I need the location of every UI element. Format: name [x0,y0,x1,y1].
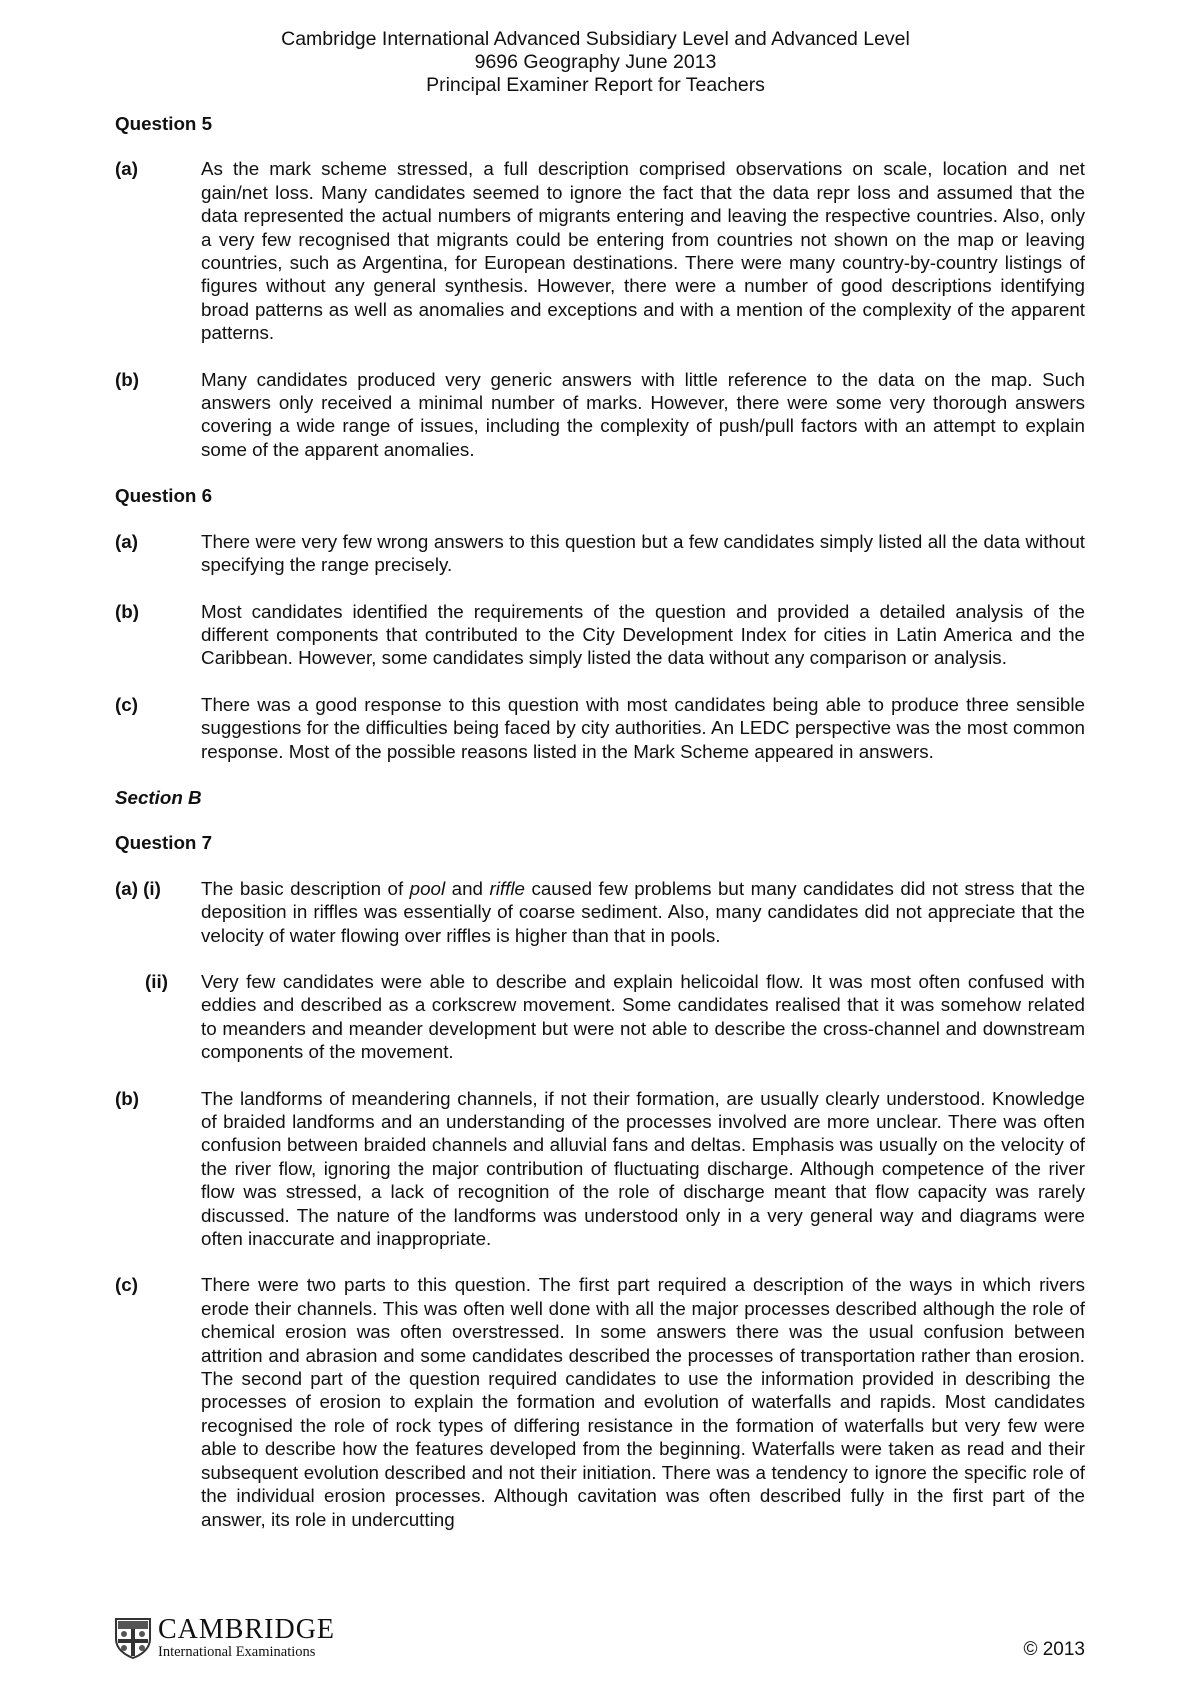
question-7-title: Question 7 [115,832,213,854]
question-6c [115,693,1085,763]
item-label: (c) [115,693,138,715]
logo-main: CAMBRIDGE [158,1614,336,1645]
term-pool: pool [409,877,446,899]
item-text: As the mark scheme stressed, a full description comprised observations on scale, location and net gain/net loss. Many candidates seemed to ignore the fact that the data repr loss and assumed that the data represented the actual numbers of migrants entering and leaving the respective countries. Also, only a very few recognised that migrants could be entering from countries not shown on the map or leaving countries, such as Argentina, for European destinations. There were many country-by-country listings of figures without any general synthesis. However, there were a number of good descriptions identifying broad patterns as well as anomalies and exceptions and with a mention of the complexity of the apparent patterns. [201,158,1085,344]
item-text: There were very few wrong answers to this question but a few candidates simply listed all the data without specifying the range precisely. [201,530,1085,576]
item-label: (b) [115,600,139,622]
item-text: There was a good response to this question with most candidates being able to produce three sensible suggestions for the difficulties being faced by city authorities. An LEDC perspective was the most common response. Most of the possible reasons listed in the Mark Scheme appeared in answers. [201,693,1085,762]
question-6a [115,530,1085,577]
question-6-title: Question 6 [115,485,213,507]
item-label: (ii) [145,970,168,992]
logo-text [158,1616,335,1660]
item-label: (c) [115,1274,138,1296]
question-5b [115,368,1085,462]
question-7c [115,1273,1085,1530]
section-b-title: Section B [115,786,202,808]
item-text [201,877,1085,947]
text-part: The basic description of [201,877,410,899]
item-text: Very few candidates were able to describe and explain helicoidal flow. It was most often confused with eddies and described as a corkscrew movement. Some candidates realised that it was somehow related to meanders and meander development but were not able to describe the cross-channel and downstream components of the movement. [201,970,1085,1063]
question-7a-i [115,877,1085,947]
item-text: Most candidates identified the requirements of the question and provided a detailed analysis of the different components that contributed to the City Development Index for cities in Latin America and the Caribbean. However, some candidates simply listed the data without any comparison or analysis. [201,600,1085,669]
cambridge-logo [114,1616,335,1660]
question-7b [115,1087,1085,1251]
header-line-1: Cambridge International Advanced Subsidiary Level and Advanced Level [281,28,910,50]
item-text: There were two parts to this question. The first part required a description of the ways in which rivers erode their channels. This was often well done with all the major processes described although the role of chemical erosion was often overstressed. In some answers there was the usual confusion between attrition and abrasion and some candidates described the processes of transportation rather than erosion. The second part of the question required candidates to use the information provided in describing the processes of erosion to explain the formation and evolution of waterfalls and rapids. Most candidates recognised the role of rock types of differing resistance in the formation of waterfalls but very few were able to describe how the features developed from the beginning. Waterfalls were taken as read and their subsequent evolution described and not their initiation. There was a tendency to ignore the specific role of the individual erosion processes. Although cavitation was often described fully in the first part of the answer, its role in undercutting [201,1274,1085,1530]
item-label: (a) (i) [115,877,161,899]
item-text: The landforms of meandering channels, if not their formation, are usually clearly understood. Knowledge of braided landforms and an understanding of the processes involved are more unclear. There was often confusion between braided channels and alluvial fans and deltas. Emphasis was usually on the velocity of the river flow, ignoring the major contribution of fluctuating discharge. Although competence of the river flow was stressed, a lack of recognition of the role of discharge meant that flow capacity was rarely discussed. The nature of the landforms was understood only in a very general way and diagrams were often inaccurate and inappropriate. [201,1087,1085,1250]
question-7a-ii [115,970,1085,1064]
item-label: (a) [115,158,138,180]
question-6b [115,600,1085,670]
page-header [0,28,1191,97]
copyright: © 2013 [1023,1639,1085,1660]
text-part: and [445,877,490,899]
question-5-title: Question 5 [115,113,213,134]
item-text: Many candidates produced very generic answers with little reference to the data on the map. Such answers only received a minimal number of marks. However, there were some very thorough answers covering a wide range of issues, including the complexity of push/pull factors with an attempt to explain some of the apparent anomalies. [201,368,1085,460]
item-label: (b) [115,1087,139,1109]
question-5a [115,157,1085,344]
item-label: (b) [115,368,139,390]
text-part: caused few problems but many candidates did not stress that the deposition in riffles was essentially of coarse sediment. Also, many candidates did not appreciate that the velocity of water flowing over riffles is higher than that in pools. [201,877,1085,946]
term-riffle: riffle [489,877,525,899]
header-line-2: 9696 Geography June 2013 [474,51,717,73]
header-line-3: Principal Examiner Report for Teachers [426,74,765,96]
logo-sub: International Examinations [158,1644,316,1660]
cambridge-crest-icon [114,1617,152,1659]
item-label: (a) [115,530,138,552]
report-body [115,112,1085,1554]
